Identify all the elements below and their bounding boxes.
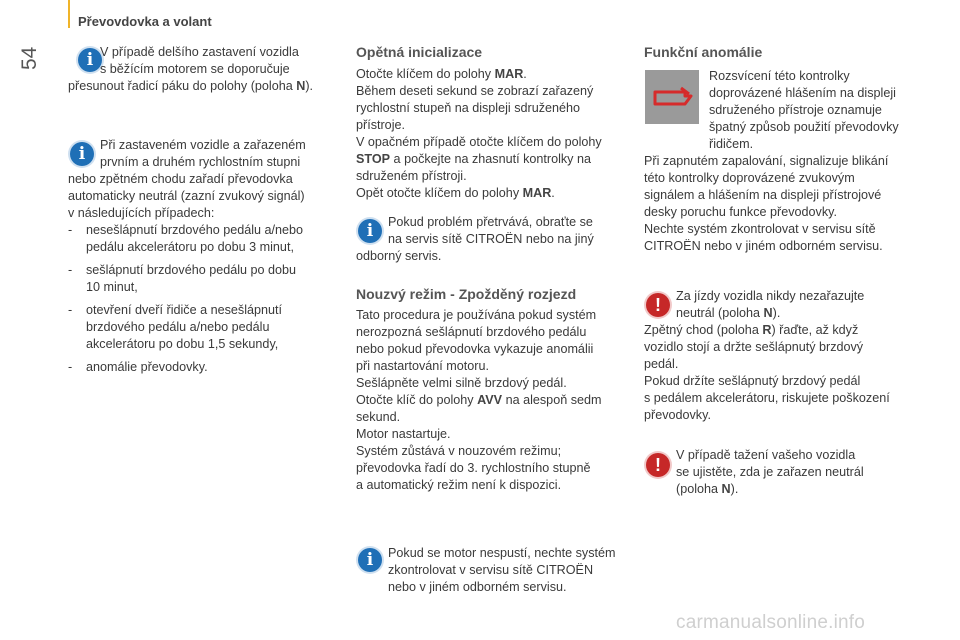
- page-number: 54: [18, 46, 41, 70]
- warning-icon: !: [646, 293, 670, 317]
- note-line: přesunout řadicí páku do polohy (poloha N).: [68, 79, 314, 93]
- note-engine-no-start: Pokud se motor nespustí, nechte systém zkontrolovat v servisu sítě CITROËN nebo v jiném odborném servisu.: [388, 546, 616, 594]
- note-line: s běžícím motorem se doporučuje: [100, 62, 290, 76]
- case-list: [68, 222, 343, 376]
- heading-emergency-mode: Nouzvý režim - Zpožděný rozjezd: [356, 286, 577, 302]
- note-auto-neutral: [68, 137, 343, 376]
- list-item: - anomálie převodovky.: [68, 360, 208, 374]
- warning-neutral-driving: Za jízdy vozidla nikdy nezařazujte neutrál (poloha N). Zpětný chod (poloha R) řaďte, až když vozidlo stojí a držte sešlápnutý brzdový pedál. Pokud držíte sešlápnutý brzdový pedál s pedálem akcelerátoru, riskujete poškození převodovky.: [644, 289, 890, 422]
- header-accent-bar: [68, 0, 70, 28]
- note-line: v následujících případech:: [68, 206, 215, 220]
- list-item: - sešlápnutí brzdového pedálu po dobu 10 minut,: [68, 263, 297, 294]
- header-title: Převovdovka a volant: [78, 14, 212, 29]
- watermark: carmanualsonline.info: [676, 612, 866, 633]
- info-icon: i: [358, 548, 382, 572]
- info-icon: i: [358, 219, 382, 243]
- malfunction-text: Při zapnutém zapalování, signalizuje blikání této kontrolky doprovázené zvukovým signálem a hlášením na displeji přístrojové desky poruchu funkce převodovky. Nechte systém zkontrolovat v servisu sítě CITROËN nebo v jiném odborném servisu.: [644, 154, 889, 253]
- note-line: prvním a druhém rychlostním stupni: [100, 155, 301, 169]
- info-icon: i: [70, 142, 94, 166]
- gearbox-warning-lamp-icon: [645, 70, 699, 124]
- note-line: nebo zpětném chodu zařadí převodovka: [68, 172, 293, 186]
- note-line: Při zastaveném vozidle a zařazeném: [100, 138, 306, 152]
- note-persisting-problem: Pokud problém přetrvává, obraťte se na servis sítě CITROËN nebo na jiný odborný servis.: [356, 215, 594, 263]
- list-item: - otevření dveří řidiče a nesešlápnutí brzdového pedálu a/nebo pedálu akcelerátoru po dobu 1,5 sekundy,: [68, 303, 283, 351]
- note-line: V případě delšího zastavení vozidla: [100, 45, 299, 59]
- warning-icon: !: [646, 453, 670, 477]
- heading-malfunction: Funkční anomálie: [644, 44, 763, 60]
- emergency-text: Tato procedura je používána pokud systém nerozpozná sešlápnutí brzdového pedálu nebo pokud převodovka vykazuje anomálii při nastartování motoru. Sešlápněte velmi silně brzdový pedál. Otočte klíč do polohy AVV na alespoň sedm sekund. Motor nastartuje. Systém zůstává v nouzovém režimu; převodovka řadí do 3. rychlostního stupně a automatický režim není k dispozici.: [356, 308, 602, 492]
- lamp-description: Rozsvícení této kontrolky doprovázené hlášením na displeji sdruženého přístroje oznamuje špatný způsob použití převodovky řidičem.: [709, 69, 899, 151]
- note-long-stop: [68, 44, 343, 95]
- reinit-text: Otočte klíčem do polohy MAR. Během deseti sekund se zobrazí zařazený rychlostní stupeň na displeji sdruženého přístroje. V opačném případě otočte klíčem do polohy STOP a počkejte na zhasnutí kontrolky na sdruženém přístroji. Opět otočte klíčem do polohy MAR.: [356, 67, 602, 200]
- info-icon: i: [78, 48, 102, 72]
- warning-towing: V případě tažení vašeho vozidla se ujistěte, zda je zařazen neutrál (poloha N).: [676, 448, 864, 496]
- note-line: automaticky neutrál (zazní zvukový signál): [68, 189, 305, 203]
- heading-reinitialization: Opětná inicializace: [356, 44, 483, 60]
- list-item: - nesešlápnutí brzdového pedálu a/nebo pedálu akcelerátoru po dobu 3 minut,: [68, 223, 304, 254]
